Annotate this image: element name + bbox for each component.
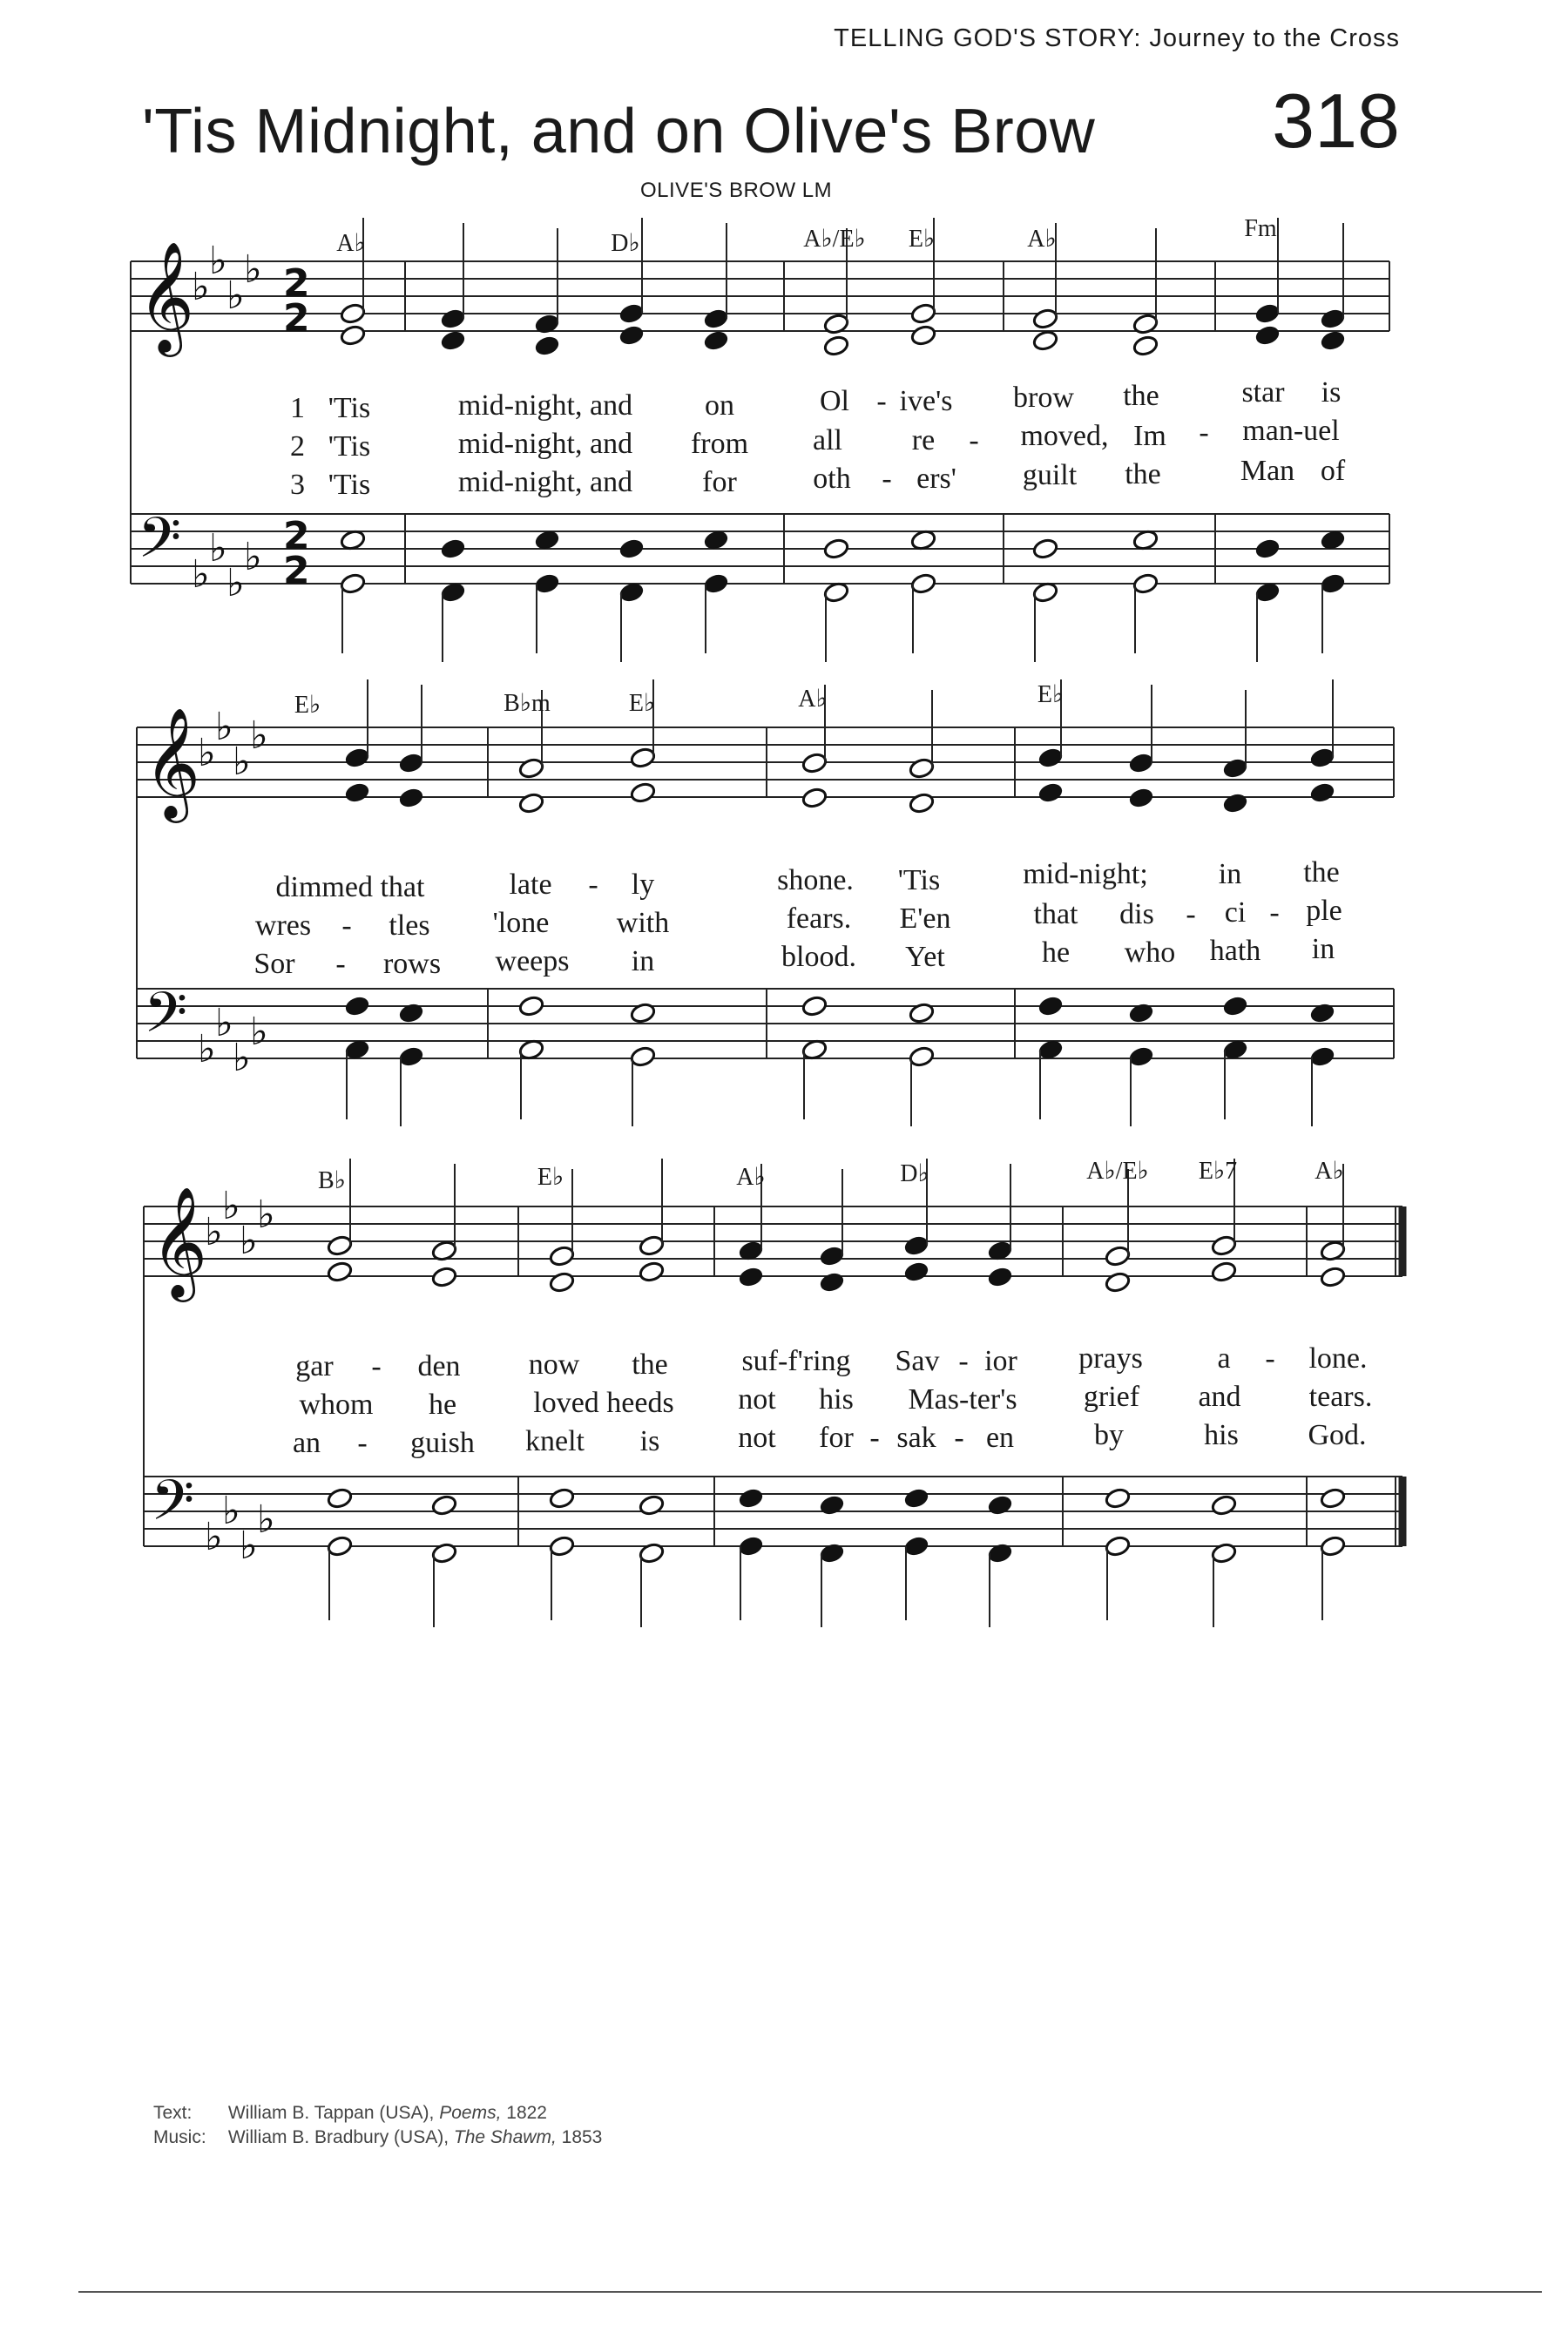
flat-icon: ♭ xyxy=(205,1210,223,1254)
lyric-syllable: 'Tis xyxy=(897,864,941,896)
chord-symbol: A♭ xyxy=(1027,226,1057,253)
chord-symbol: E♭ xyxy=(1037,681,1064,708)
lyric-syllable: sak xyxy=(896,1422,936,1454)
lyric-syllable: - xyxy=(1199,416,1209,449)
lyric-syllable: - xyxy=(1265,1342,1275,1375)
text-credit-author: William B. Tappan (USA), xyxy=(227,2103,435,2123)
note-head xyxy=(909,757,936,780)
lyric-syllable: Mas-ter's xyxy=(908,1383,1017,1416)
chord-symbol: A♭/E♭ xyxy=(1086,1158,1149,1185)
lyric-syllable: - xyxy=(869,1422,880,1454)
flat-icon: ♭ xyxy=(240,1524,258,1568)
note-head xyxy=(639,1234,666,1257)
lyric-syllable: in xyxy=(1311,933,1335,965)
lyric-syllable: Ol xyxy=(820,385,849,417)
note-head xyxy=(1320,572,1347,595)
note-head xyxy=(431,1542,458,1565)
flat-icon: ♭ xyxy=(257,1193,275,1237)
lyric-syllable: brow xyxy=(1013,382,1074,414)
note-head xyxy=(987,1266,1014,1288)
note-head xyxy=(703,572,730,595)
lyric-syllable: ly xyxy=(631,868,655,901)
lyric-syllable: grief xyxy=(1083,1381,1140,1413)
note-head xyxy=(618,537,645,560)
lyric-syllable: dimmed that xyxy=(275,871,425,903)
note-head xyxy=(327,1234,354,1257)
chord-symbol: B♭ xyxy=(318,1167,346,1194)
flat-icon: ♭ xyxy=(209,526,227,571)
text-credit-year: 1822 xyxy=(506,2103,547,2123)
lyric-syllable: mid-night, and xyxy=(457,428,633,460)
chord-symbol: A♭ xyxy=(736,1164,766,1191)
lyric-syllable: - xyxy=(357,1427,368,1459)
lyric-syllable: God. xyxy=(1308,1419,1367,1451)
note-head xyxy=(819,1494,846,1517)
note-head xyxy=(431,1494,458,1517)
note-head xyxy=(819,1542,846,1565)
note-head xyxy=(1032,537,1059,560)
chord-symbol: E♭7 xyxy=(1198,1158,1238,1185)
lyric-syllable: not xyxy=(738,1422,776,1454)
flat-icon: ♭ xyxy=(205,1515,223,1559)
note-head xyxy=(1032,308,1059,330)
note-head xyxy=(1211,1494,1238,1517)
flat-icon: ♭ xyxy=(215,1001,233,1045)
note-head xyxy=(534,313,561,335)
note-head xyxy=(1254,537,1281,560)
lyric-syllable: an xyxy=(292,1427,321,1459)
bass-clef-icon: 𝄢 xyxy=(144,981,188,1059)
lyric-syllable: guish xyxy=(410,1427,475,1459)
lyric-syllable: gar xyxy=(295,1350,334,1382)
note-head xyxy=(431,1266,458,1288)
chord-symbol: B♭m xyxy=(504,690,551,717)
flat-icon: ♭ xyxy=(222,1184,240,1228)
lyric-syllable: - xyxy=(341,909,352,942)
note-head xyxy=(618,302,645,325)
note-head xyxy=(1320,1487,1347,1510)
lyric-syllable: star xyxy=(1241,376,1285,409)
note-head xyxy=(703,308,730,330)
chord-symbol: E♭ xyxy=(294,692,321,719)
note-head xyxy=(340,302,367,325)
note-head xyxy=(910,572,937,595)
lyric-syllable: blood. xyxy=(781,941,856,973)
lyric-syllable: and xyxy=(1198,1381,1241,1413)
chord-symbol: Fm xyxy=(1244,215,1277,242)
lyric-syllable: - xyxy=(371,1350,382,1382)
note-head xyxy=(549,1245,576,1267)
flat-icon: ♭ xyxy=(192,265,210,309)
note-head xyxy=(1309,1045,1336,1068)
flat-icon: ♭ xyxy=(250,713,268,758)
flat-icon: ♭ xyxy=(222,1489,240,1533)
lyric-syllable: lone. xyxy=(1308,1342,1368,1375)
note-head xyxy=(1309,747,1336,769)
note-head xyxy=(1037,995,1064,1017)
note-head xyxy=(903,1487,930,1510)
note-head xyxy=(549,1271,576,1294)
note-head xyxy=(1254,324,1281,347)
lyric-syllable: Sav xyxy=(895,1345,940,1377)
flat-icon: ♭ xyxy=(209,239,227,283)
tune-name: OLIVE'S BROW LM xyxy=(640,179,833,202)
time-signature-numerator: 2 xyxy=(283,261,310,306)
note-head xyxy=(1105,1535,1132,1558)
note-head xyxy=(1128,1045,1155,1068)
note-head xyxy=(344,781,371,804)
lyric-syllable: weeps xyxy=(495,945,570,977)
chord-symbol: A♭ xyxy=(1315,1158,1344,1185)
lyric-syllable: from xyxy=(690,428,749,460)
lyric-syllable: who xyxy=(1124,936,1176,969)
note-head xyxy=(987,1542,1014,1565)
lyric-syllable: his xyxy=(819,1383,854,1416)
text-credit-work: Poems, xyxy=(439,2103,502,2123)
lyric-syllable: ive's xyxy=(899,385,953,417)
note-head xyxy=(703,329,730,352)
lyric-syllable: on xyxy=(705,389,734,422)
note-head xyxy=(987,1494,1014,1517)
note-head xyxy=(630,1045,657,1068)
lyric-syllable: Im xyxy=(1133,420,1166,452)
lyric-syllable: mid-night; xyxy=(1023,858,1148,890)
lyric-syllable: in xyxy=(1218,858,1242,890)
lyric-syllable: prays xyxy=(1078,1342,1143,1375)
lyric-syllable: the xyxy=(632,1348,668,1381)
note-head xyxy=(1105,1271,1132,1294)
lyric-syllable: mid-night, and xyxy=(457,466,633,498)
note-head xyxy=(738,1487,765,1510)
note-head xyxy=(344,995,371,1017)
flat-icon: ♭ xyxy=(192,552,210,597)
time-signature-numerator: 2 xyxy=(283,514,310,558)
note-head xyxy=(1128,787,1155,809)
note-head xyxy=(1309,1002,1336,1024)
note-head xyxy=(398,1045,425,1068)
lyric-syllable: ior xyxy=(984,1345,1017,1377)
note-head xyxy=(738,1266,765,1288)
time-signature-denominator: 2 xyxy=(283,549,310,593)
note-head xyxy=(1032,329,1059,352)
flat-icon: ♭ xyxy=(215,705,233,749)
note-head xyxy=(1105,1245,1132,1267)
note-head xyxy=(801,787,828,809)
flat-icon: ♭ xyxy=(233,740,251,784)
note-head xyxy=(344,747,371,769)
note-head xyxy=(518,792,545,814)
lyric-syllable: mid-night, and xyxy=(457,389,633,422)
note-head xyxy=(630,1002,657,1024)
chord-symbol: A♭/E♭ xyxy=(803,226,866,253)
note-head xyxy=(1320,1535,1347,1558)
note-head xyxy=(823,313,850,335)
lyric-syllable: en xyxy=(985,1422,1015,1454)
chord-symbol: A♭ xyxy=(798,686,828,713)
note-head xyxy=(618,324,645,347)
note-head xyxy=(909,1045,936,1068)
note-head xyxy=(340,572,367,595)
note-head xyxy=(1320,329,1347,352)
lyric-syllable: a xyxy=(1217,1342,1231,1375)
lyric-syllable: - xyxy=(969,424,979,456)
flat-icon: ♭ xyxy=(240,1219,258,1263)
lyric-syllable: he xyxy=(1041,936,1071,969)
lyric-syllable: with xyxy=(616,907,670,939)
lyric-syllable: not xyxy=(738,1383,776,1416)
note-head xyxy=(909,1002,936,1024)
lyric-syllable: - xyxy=(876,385,887,417)
lyric-syllable: 'lone xyxy=(492,907,550,939)
note-head xyxy=(534,335,561,357)
lyric-syllable: the xyxy=(1303,856,1340,889)
note-head xyxy=(819,1245,846,1267)
lyric-syllable: wres xyxy=(254,909,312,942)
lyric-syllable: by xyxy=(1094,1419,1124,1451)
flat-icon: ♭ xyxy=(198,731,216,775)
lyric-syllable: ers' xyxy=(916,463,956,495)
lyric-syllable: - xyxy=(882,463,892,495)
note-head xyxy=(1222,995,1249,1017)
note-head xyxy=(1037,747,1064,769)
note-head xyxy=(1128,1002,1155,1024)
lyric-syllable: den xyxy=(417,1350,461,1382)
note-head xyxy=(440,537,467,560)
bass-clef-icon: 𝄢 xyxy=(151,1469,195,1547)
lyric-syllable: for xyxy=(819,1422,854,1454)
lyric-syllable: - xyxy=(958,1345,969,1377)
note-head xyxy=(327,1260,354,1283)
lyric-syllable: ple xyxy=(1306,895,1342,927)
note-head xyxy=(1132,572,1159,595)
lyric-syllable: oth xyxy=(813,463,851,495)
note-head xyxy=(327,1487,354,1510)
note-head xyxy=(549,1535,576,1558)
flat-icon: ♭ xyxy=(233,1036,251,1080)
lyric-syllable: he xyxy=(428,1389,457,1421)
note-head xyxy=(1309,781,1336,804)
lyric-syllable: loved heeds xyxy=(533,1387,674,1419)
note-head xyxy=(549,1487,576,1510)
flat-icon: ♭ xyxy=(250,1010,268,1054)
flat-icon: ♭ xyxy=(198,1027,216,1071)
note-head xyxy=(398,1002,425,1024)
flat-icon: ♭ xyxy=(244,535,262,579)
note-head xyxy=(1211,1234,1238,1257)
lyric-syllable: his xyxy=(1204,1419,1239,1451)
lyric-syllable: re xyxy=(911,424,936,456)
note-head xyxy=(1222,757,1249,780)
flat-icon: ♭ xyxy=(244,247,262,292)
lyric-syllable: Sor xyxy=(253,948,295,980)
lyric-syllable: in xyxy=(631,945,655,977)
chord-symbol: A♭ xyxy=(336,230,366,257)
page-bottom-rule xyxy=(78,2291,1542,2293)
verse-number: 2 xyxy=(290,430,305,463)
lyric-syllable: Man xyxy=(1240,455,1295,487)
lyric-syllable: that xyxy=(1033,898,1078,930)
note-head xyxy=(1037,781,1064,804)
note-head xyxy=(398,787,425,809)
note-head xyxy=(630,781,657,804)
music-credit xyxy=(153,2127,602,2148)
lyric-syllable: - xyxy=(335,948,346,980)
lyric-syllable: is xyxy=(639,1425,660,1457)
note-head xyxy=(801,995,828,1017)
lyric-syllable: E'en xyxy=(899,902,951,935)
lyric-syllable: whom xyxy=(299,1389,374,1421)
treble-clef-icon: 𝄞 xyxy=(151,1186,208,1297)
lyric-syllable: all xyxy=(813,424,842,456)
lyric-syllable: 'Tis xyxy=(328,430,371,463)
note-head xyxy=(910,302,937,325)
section-header: TELLING GOD'S STORY: Journey to the Cross xyxy=(834,24,1400,52)
lyric-syllable: ci xyxy=(1224,896,1247,929)
verse-number: 3 xyxy=(290,469,305,501)
lyric-syllable: - xyxy=(954,1422,964,1454)
note-head xyxy=(518,995,545,1017)
lyric-syllable: of xyxy=(1320,455,1346,487)
bass-clef-icon: 𝄢 xyxy=(138,506,182,585)
note-head xyxy=(1320,308,1347,330)
lyric-syllable: late xyxy=(509,868,552,901)
note-head xyxy=(327,1535,354,1558)
note-head xyxy=(909,792,936,814)
note-head xyxy=(1211,1260,1238,1283)
lyric-syllable: - xyxy=(588,868,598,901)
note-head xyxy=(639,1260,666,1283)
lyric-syllable: rows xyxy=(382,948,442,980)
note-head xyxy=(1254,302,1281,325)
chord-symbol: D♭ xyxy=(900,1160,929,1187)
note-head xyxy=(1132,313,1159,335)
lyric-syllable: the xyxy=(1123,380,1159,412)
note-head xyxy=(534,572,561,595)
lyric-syllable: 'Tis xyxy=(328,469,371,501)
chord-symbol: E♭ xyxy=(628,690,656,717)
lyric-syllable: - xyxy=(1269,896,1280,929)
text-credit-label: Text: xyxy=(153,2103,193,2123)
chord-symbol: D♭ xyxy=(611,230,640,257)
note-head xyxy=(903,1535,930,1558)
music-credit-label: Music: xyxy=(153,2127,206,2147)
text-credit xyxy=(153,2103,547,2124)
lyric-syllable: for xyxy=(702,466,737,498)
note-head xyxy=(738,1535,765,1558)
note-head xyxy=(823,537,850,560)
lyric-syllable: fears. xyxy=(786,902,852,935)
lyric-syllable: hath xyxy=(1209,935,1261,967)
lyric-syllable: knelt xyxy=(525,1425,585,1457)
hymn-title: 'Tis Midnight, and on Olive's Brow xyxy=(142,97,1096,166)
note-head xyxy=(1211,1542,1238,1565)
lyric-syllable: - xyxy=(1186,898,1196,930)
note-head xyxy=(518,757,545,780)
note-head xyxy=(639,1542,666,1565)
note-head xyxy=(440,308,467,330)
music-credit-author: William B. Bradbury (USA), xyxy=(227,2127,449,2147)
lyric-syllable: shone. xyxy=(777,864,854,896)
note-head xyxy=(630,747,657,769)
note-head xyxy=(819,1271,846,1294)
hymn-number: 318 xyxy=(1272,78,1400,164)
note-head xyxy=(639,1494,666,1517)
lyric-syllable: tles xyxy=(389,909,430,942)
flat-icon: ♭ xyxy=(226,274,245,318)
lyric-syllable: tears. xyxy=(1308,1381,1373,1413)
note-head xyxy=(1105,1487,1132,1510)
note-head xyxy=(1320,1266,1347,1288)
chord-symbol: E♭ xyxy=(908,226,936,253)
note-head xyxy=(801,752,828,774)
note-head xyxy=(903,1234,930,1257)
lyric-syllable: Yet xyxy=(905,941,945,973)
verse-number: 1 xyxy=(290,392,305,424)
lyric-syllable: now xyxy=(528,1348,580,1381)
treble-clef-icon: 𝄞 xyxy=(138,240,195,352)
lyric-syllable: moved, xyxy=(1020,420,1109,452)
lyric-syllable: guilt xyxy=(1022,459,1078,491)
note-head xyxy=(910,324,937,347)
time-signature-denominator: 2 xyxy=(283,296,310,341)
flat-icon: ♭ xyxy=(226,561,245,605)
lyric-syllable: dis xyxy=(1119,898,1154,930)
chord-symbol: E♭ xyxy=(537,1164,564,1191)
note-head xyxy=(340,324,367,347)
lyric-syllable: is xyxy=(1321,376,1342,409)
note-head xyxy=(1132,335,1159,357)
lyric-syllable: 'Tis xyxy=(328,392,371,424)
music-credit-work: The Shawm, xyxy=(453,2127,557,2147)
note-head xyxy=(1128,752,1155,774)
note-head xyxy=(823,335,850,357)
lyric-syllable: the xyxy=(1125,458,1161,490)
music-credit-year: 1853 xyxy=(561,2127,603,2147)
lyric-syllable: man-uel xyxy=(1242,415,1340,447)
note-head xyxy=(1222,792,1249,814)
treble-clef-icon: 𝄞 xyxy=(144,706,201,818)
flat-icon: ♭ xyxy=(257,1497,275,1542)
note-head xyxy=(398,752,425,774)
lyric-syllable: suf-f'ring xyxy=(741,1345,851,1377)
note-head xyxy=(440,329,467,352)
note-head xyxy=(903,1260,930,1283)
